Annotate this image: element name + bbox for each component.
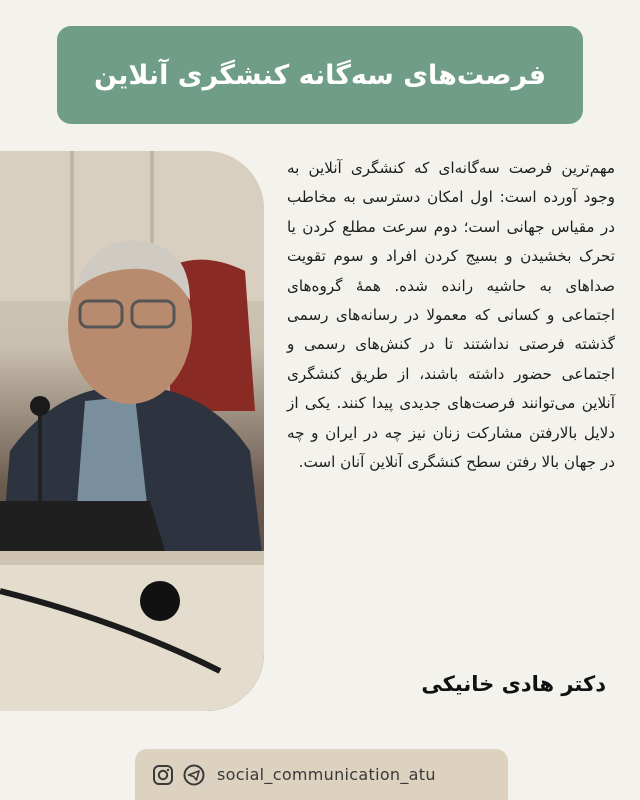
social-handle[interactable]: social_communication_atu bbox=[217, 765, 436, 784]
speaker-photo bbox=[0, 151, 264, 711]
footer-bar bbox=[135, 749, 508, 800]
instagram-icon[interactable] bbox=[151, 763, 174, 786]
page-title: فرصت‌های سه‌گانه کنشگری آنلاین bbox=[94, 59, 546, 91]
author-name: دکتر هادی خانیکی bbox=[421, 672, 606, 696]
article-body: مهم‌ترین فرصت سه‌گانه‌ای که کنشگری آنلاین به وجود آورده است: اول امکان دسترسی به مخاطب در مقیاس جهانی است؛ دوم سرعت مطلع کردن یا تحرک بخشیدن و بسیج کردن افراد و سوم تقویت صداهای به حاشیه رانده شده. همهٔ گروه‌های اجتماعی و کسانی که معمولا در رسانه‌های رسمی گذشته فرصتی نداشتند تا در کنش‌های رسمی و اجتماعی حضور داشته باشند، از طریق کنشگری آنلاین می‌توانند فرصت‌های جدیدی پیدا کنند. یکی از دلایل بالارفتن مشارکت زنان نیز چه در ایران و چه در جهان بالا رفتن سطح کنشگری آنلاین آنان است. bbox=[287, 159, 615, 472]
title-banner bbox=[57, 26, 583, 124]
telegram-icon[interactable] bbox=[182, 763, 205, 786]
